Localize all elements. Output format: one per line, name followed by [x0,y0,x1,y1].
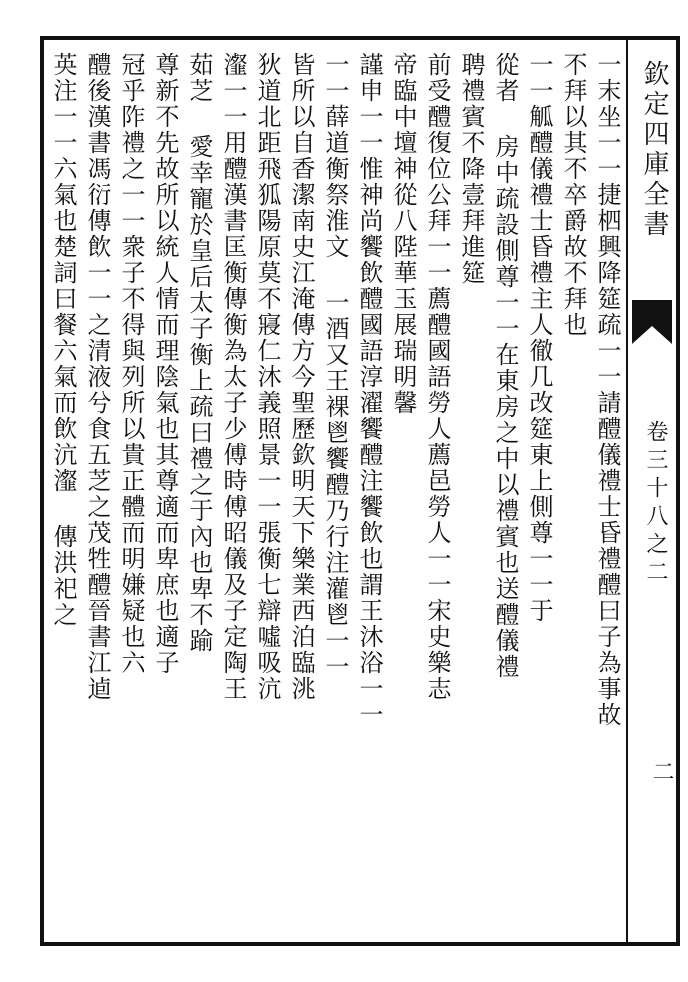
text-column: 尊新不先故所以統人情而理陰氣也其尊適而卑庶也適子 [151,52,179,676]
text-column: 瀣一一用醴漢書匡衡傳衡為太子少傅時傅昭儀及子定陶王 [219,52,247,702]
text-column: 一末坐一一捷柶興降筵疏一一請醴儀禮士昏禮醴曰子為事故 [593,52,621,728]
text-column: 一一觚醴儀禮士昏禮主人徹几改筵東上側尊一一于 [525,52,553,624]
text-column: 謹申一一惟神尚饗飲醴國語淳濯饗醴注饗飲也謂王沐浴一一 [355,52,383,728]
text-column: 皆所以自香潔南史江淹傳方今聖歷欽明天下樂業西泊臨洮 [287,52,315,702]
text-column: 一一薛道衡祭淮文 一酒又王裸鬯饗醴乃行注灌鬯一一 [321,52,349,680]
book-title: 欽定四庫全書 [639,60,669,240]
text-column: 從者 房中疏設側尊一一在東房之中以禮賓也送醴儀禮 [491,52,519,680]
text-column: 帝臨中壇神從八陛華玉展瑞明馨 [389,52,417,416]
text-column: 狄道北距飛狐陽原莫不寢仁沐義照景一一張衡七辯噓吸沆 [253,52,281,702]
text-column: 英注一一六氣也楚詞曰餐六氣而飲沆瀣 傳洪祀之 [49,52,77,628]
text-column: 聘禮賓不降壹拜進筵 [457,52,485,286]
text-column: 醴後漢書馮衍傳飲一一之清液兮食五芝之茂牲醴晉書江逌 [83,52,111,702]
fish-tail-mark-icon [632,300,672,344]
volume-label: 卷三十八之二 [643,420,668,588]
margin-rule [626,40,628,942]
text-column: 茹芝 愛幸寵於皇后太子衡上疏曰禮之于內也卑不踰 [185,52,213,654]
text-column: 冠乎阼禮之一一衆子不得與列所以貴正體而明嫌疑也六 [117,52,145,676]
page-marker: 二 [649,760,674,788]
text-column: 不拜以其不卒爵故不拜也 [559,52,587,338]
text-column: 前受醴復位公拜一一薦醴國語勞人薦邑勞人一一宋史樂志 [423,52,451,702]
